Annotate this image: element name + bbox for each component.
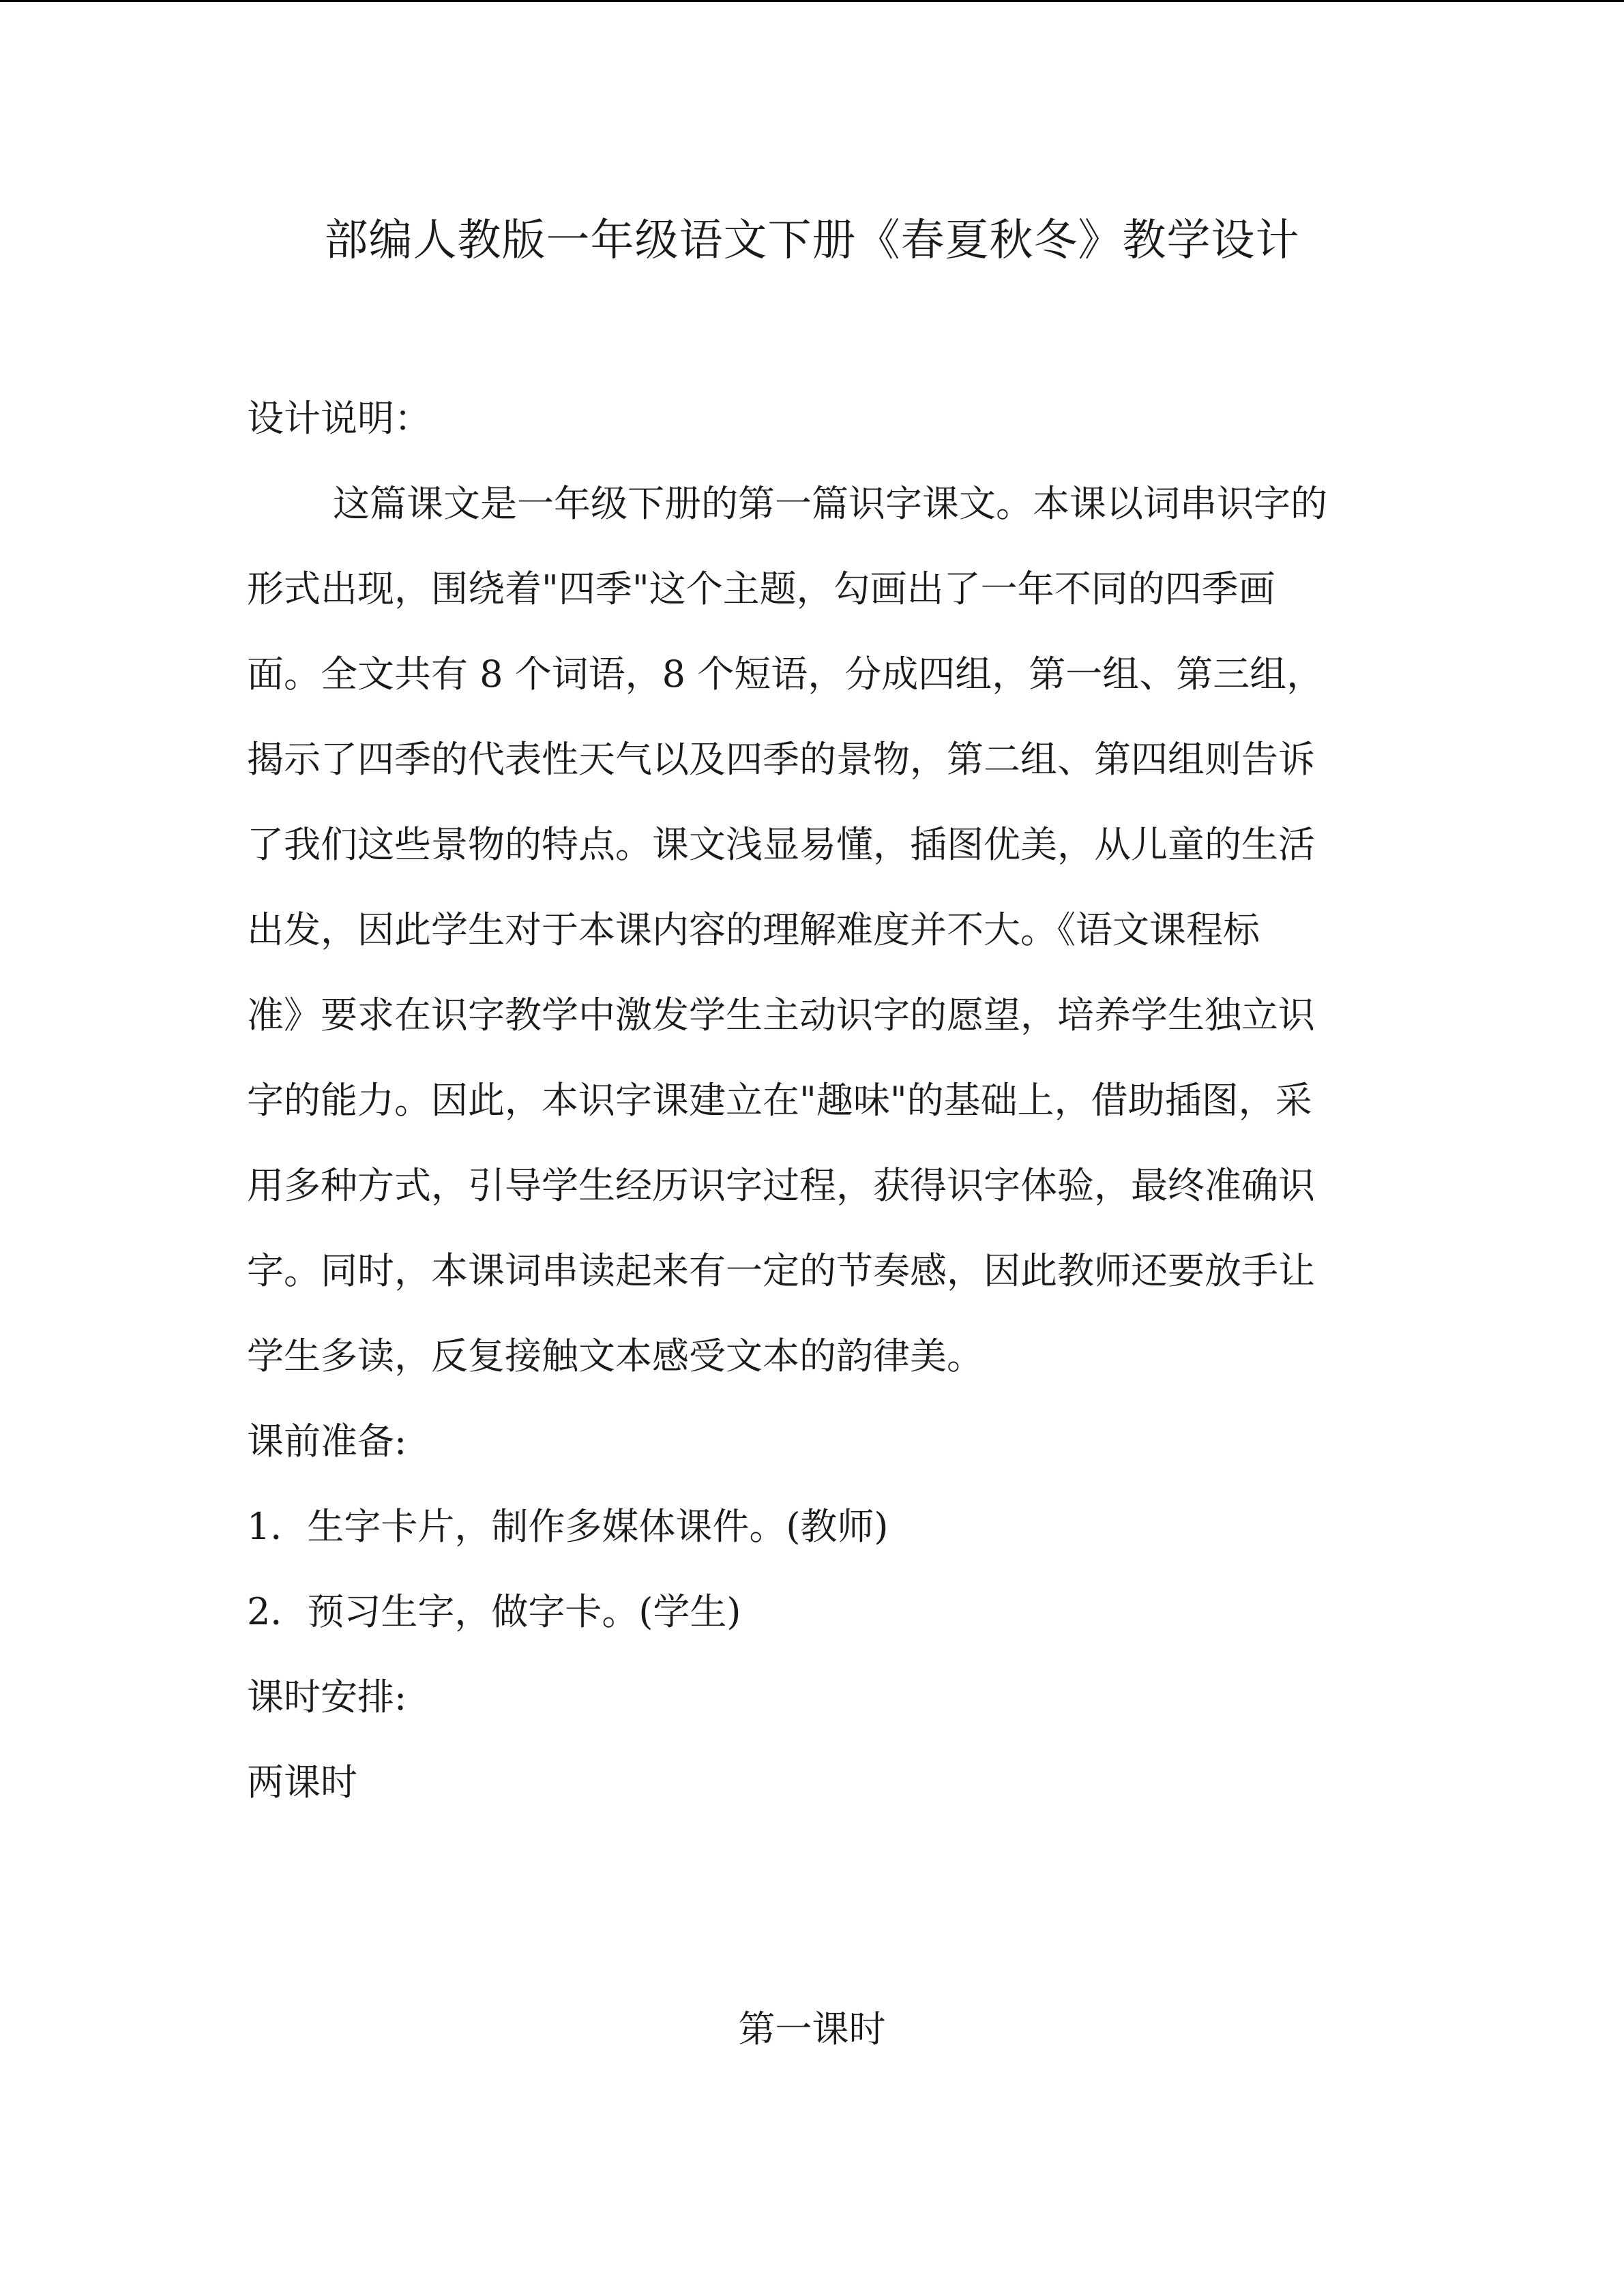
prep-item: 1．生字卡片，制作多媒体课件。(教师): [247, 1505, 889, 1548]
paragraph-line: 准》要求在识字教学中激发学生主动识字的愿望，培养学生独立识: [247, 994, 1315, 1037]
paragraph-line: 形式出现，围绕着"四季"这个主题，勾画出了一年不同的四季画: [247, 567, 1275, 610]
paragraph-line: 面。全文共有 8 个词语，8 个短语，分成四组，第一组、第三组，: [247, 653, 1324, 696]
paragraph-line: 这篇课文是一年级下册的第一篇识字课文。本课以词串识字的: [333, 482, 1327, 525]
document-title: 部编人教版一年级语文下册《春夏秋冬》教学设计: [324, 215, 1300, 266]
paragraph-line: 字。同时，本课词串读起来有一定的节奏感，因此教师还要放手让: [247, 1249, 1315, 1292]
paragraph-line: 字的能力。因此，本识字课建立在"趣味"的基础上，借助插图，采: [247, 1079, 1312, 1122]
first-period-title: 第一课时: [738, 2008, 886, 2051]
paragraph-line: 了我们这些景物的特点。课文浅显易懂，插图优美，从儿童的生活: [247, 823, 1315, 866]
document-body: [247, 376, 1365, 1825]
design-paragraph: [247, 461, 1365, 1399]
design-heading: 设计说明：: [247, 397, 431, 440]
prep-heading: 课前准备:: [247, 1420, 407, 1463]
paragraph-line: 用多种方式，引导学生经历识字过程，获得识字体验，最终准确识: [247, 1164, 1315, 1207]
paragraph-line: 出发，因此学生对于本课内容的理解难度并不大。《语文课程标: [247, 908, 1260, 951]
paragraph-line: 学生多读，反复接触文本感受文本的韵律美。: [247, 1335, 984, 1377]
schedule-value: 两课时: [247, 1761, 357, 1804]
paragraph-line: 揭示了四季的代表性天气以及四季的景物，第二组、第四组则告诉: [247, 738, 1315, 781]
schedule-heading: 课时安排:: [247, 1675, 407, 1718]
prep-item: 2．预习生字，做字卡。(学生): [247, 1590, 741, 1633]
